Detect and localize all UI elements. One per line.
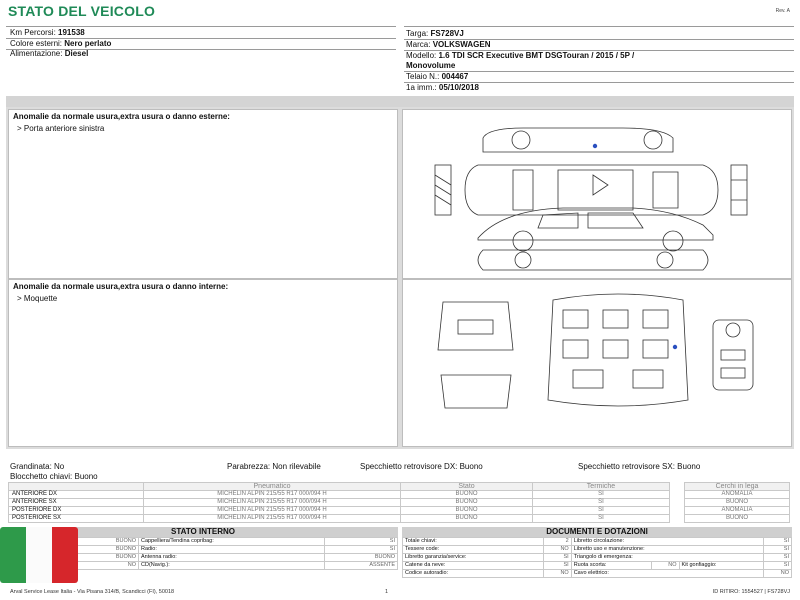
status-specchietto-dx: Specchietto retrovisore DX: Buono xyxy=(360,462,483,471)
documenti-header: DOCUMENTI E DOTAZIONI xyxy=(402,527,792,537)
footer-page-number: 1 xyxy=(385,589,389,595)
trunk-outline xyxy=(438,302,513,350)
car-exterior-diagram xyxy=(403,110,791,278)
internal-damage-item: > Moquette xyxy=(17,294,58,303)
table-row: BUONO Cappelliera/Tendina copribag: SI xyxy=(9,538,398,546)
external-diagram-panel xyxy=(402,109,792,279)
colore-field: Colore esterni: Nero perlato xyxy=(10,39,112,48)
table-header-row: Pneumatico Stato Termiche Cerchi in lega xyxy=(9,483,790,491)
modello-field-cont: Monovolume xyxy=(406,61,456,70)
table-row: POSTERIORE SX MICHELIN ALPIN 215/55 R17 000/094 H BUONO SI BUONO xyxy=(9,515,790,523)
stato-interno-header: STATO INTERNO xyxy=(8,527,398,537)
table-row: NO CD(Navig.): ASSENTE xyxy=(9,562,398,570)
immatricolazione-field: 1a imm.: 05/10/2018 xyxy=(406,83,479,92)
marca-field: Marca: VOLKSWAGEN xyxy=(406,40,491,49)
modello-field: Modello: 1.6 TDI SCR Executive BMT DSGTouran / 2015 / 5P / xyxy=(406,51,635,60)
table-row: ANTERIORE DX MICHELIN ALPIN 215/55 R17 000/094 H BUONO SI ANOMALIA xyxy=(9,491,790,499)
internal-damage-panel xyxy=(8,279,398,447)
internal-damage-title: Anomalie da normale usura,extra usura o danno interne: xyxy=(13,282,229,291)
external-damage-panel xyxy=(8,109,398,279)
revision-label: Rev. A xyxy=(775,8,790,14)
table-row: Tessere code: NO Libretto uso e manutenzione: SI xyxy=(403,546,792,554)
status-parabrezza: Parabrezza: Non rilevabile xyxy=(227,462,321,471)
external-damage-item: > Porta anteriore sinistra xyxy=(17,124,105,133)
cabin-outline xyxy=(548,294,688,406)
table-row: POSTERIORE DX MICHELIN ALPIN 215/55 R17 000/094 H BUONO SI ANOMALIA xyxy=(9,507,790,515)
car-interior-diagram xyxy=(403,280,791,446)
car-front-outline xyxy=(483,128,673,152)
page-title: STATO DEL VEICOLO xyxy=(8,3,156,19)
targa-field: Targa: FS728VJ xyxy=(406,29,464,38)
telaio-field: Telaio N.: 004467 xyxy=(406,72,469,81)
footer-address: Arval Service Lease Italia - Via Pisana 314/B, Scandicci (FI), 50018 xyxy=(10,589,175,595)
km-field: Km Percorsi: 191538 xyxy=(10,28,85,37)
status-blocchetto: Blocchetto chiavi: Buono xyxy=(10,472,98,481)
damage-marker xyxy=(673,345,677,349)
table-row: BUONO Radio: SI xyxy=(9,546,398,554)
footer-id: ID RITIRO: 1554527 | FS728VJ xyxy=(712,589,790,595)
section-band xyxy=(6,96,794,107)
documenti-table xyxy=(402,537,792,578)
car-rear-outline xyxy=(478,250,708,270)
table-row: ANTERIORE SX MICHELIN ALPIN 215/55 R17 000/094 H BUONO SI BUONO xyxy=(9,499,790,507)
table-row: Totale chiavi: 2 Libretto circolazione: SI xyxy=(403,538,792,546)
tyres-table xyxy=(8,482,790,523)
table-row: Codice autoradio: NO Cavo elettrico: NO xyxy=(403,570,792,578)
dashboard-outline xyxy=(713,320,753,390)
internal-diagram-panel xyxy=(402,279,792,447)
damage-marker xyxy=(593,144,597,148)
table-row: Catene da neve: SI Ruota scorta: NO Kit gonfiaggio: SI xyxy=(403,562,792,570)
table-row: BUONO Antenna radio: BUONO xyxy=(9,554,398,562)
divider xyxy=(404,26,794,27)
italy-flag-icon xyxy=(0,527,78,583)
table-row: Libretto garanzia/service: SI Triangolo di emergenza: SI xyxy=(403,554,792,562)
external-damage-title: Anomalie da normale usura,extra usura o danno esterne: xyxy=(13,112,230,121)
car-top-outline xyxy=(465,165,718,215)
alimentazione-field: Alimentazione: Diesel xyxy=(10,49,89,58)
status-grandinata: Grandinata: No xyxy=(10,462,65,471)
status-specchietto-sx: Specchietto retrovisore SX: Buono xyxy=(578,462,701,471)
